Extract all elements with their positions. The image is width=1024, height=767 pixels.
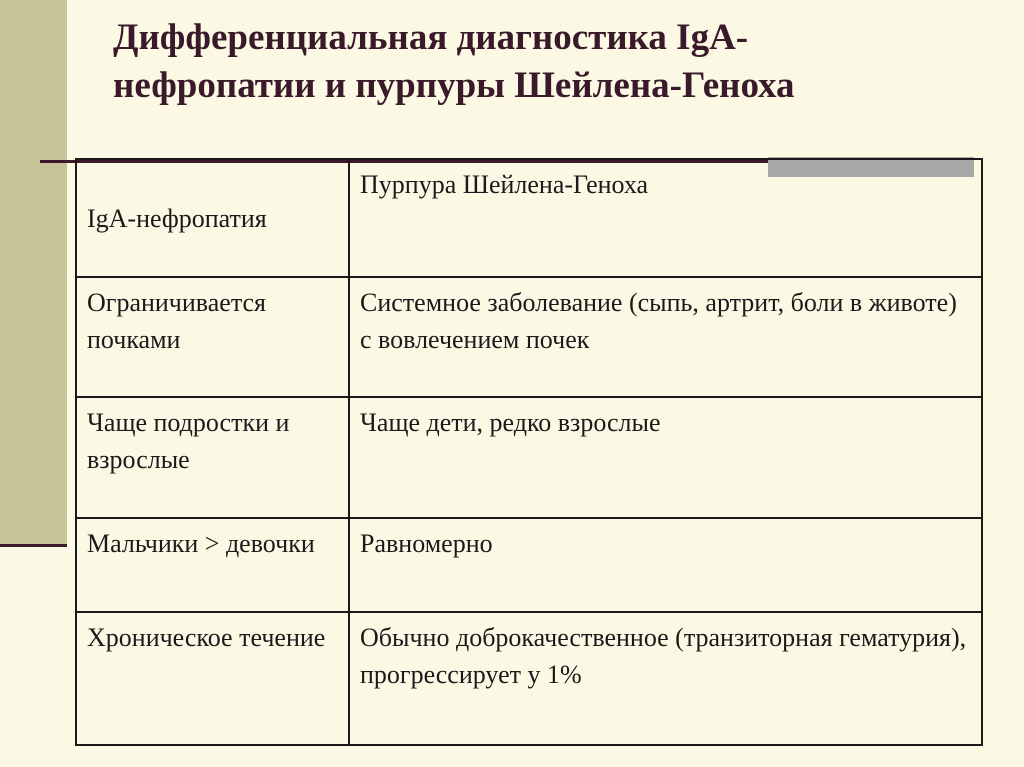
table-cell: Хроническое течение xyxy=(76,612,349,745)
table-cell: Обычно доброкачественное (транзиторная гематурия), прогрессирует у 1% xyxy=(349,612,982,745)
slide-title-line-2: нефропатии и пурпуры Шейлена-Геноха xyxy=(113,65,795,106)
table-row xyxy=(76,518,982,612)
slide-title xyxy=(113,14,993,110)
table-cell: Системное заболевание (сыпь, артрит, боли в животе) с вовлечением почек xyxy=(349,277,982,397)
table-row xyxy=(76,612,982,745)
table-header-row xyxy=(76,159,982,277)
table-cell: Чаще подростки и взрослые xyxy=(76,397,349,518)
table-cell: Ограничивается почками xyxy=(76,277,349,397)
table-row xyxy=(76,397,982,518)
comparison-table xyxy=(75,158,983,746)
slide-title-line-1: Дифференциальная диагностика IgA- xyxy=(113,17,749,58)
left-divider-line xyxy=(0,544,67,547)
header-cell-purpura: Пурпура Шейлена-Геноха xyxy=(349,159,982,277)
table-cell: Чаще дети, редко взрослые xyxy=(349,397,982,518)
table-cell: Мальчики > девочки xyxy=(76,518,349,612)
table-cell: Равномерно xyxy=(349,518,982,612)
table-row xyxy=(76,277,982,397)
left-accent-band xyxy=(0,0,67,547)
header-cell-iga-nephropathy: IgA-нефропатия xyxy=(76,159,349,277)
